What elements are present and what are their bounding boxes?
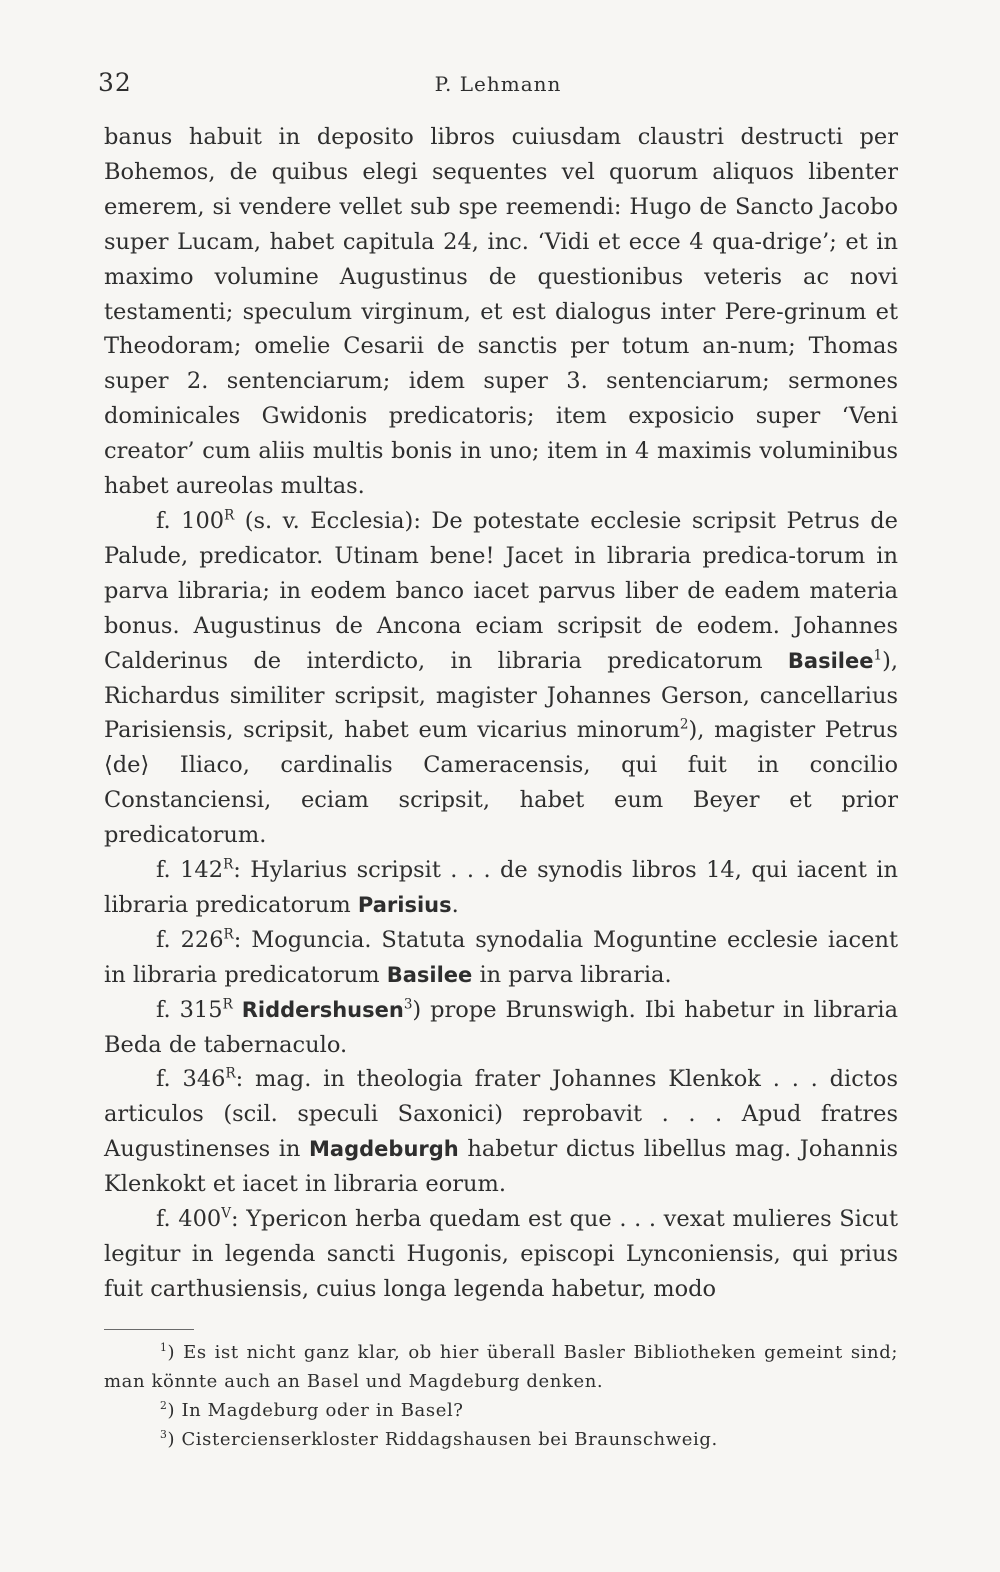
text-run: f. 100 bbox=[156, 507, 225, 534]
footnote-mark: 2 bbox=[160, 1399, 168, 1412]
superscript: 1 bbox=[873, 647, 883, 664]
superscript: 3 bbox=[403, 996, 413, 1013]
footnotes bbox=[104, 1338, 898, 1454]
paragraph bbox=[104, 504, 898, 853]
footnote-text: In Magdeburg oder in Basel? bbox=[181, 1400, 464, 1421]
body-text bbox=[104, 120, 898, 1307]
text-run: ), magister Petrus ⟨de⟩ Iliaco, cardinalis Cameracensis, qui fuit in concilio Constanciensi, eciam scripsit, habet eum Beyer et prior predicatorum. bbox=[104, 717, 898, 849]
text-run: : Ypericon herba quedam est que . . . vexat mulieres Sicut legitur in legenda sancti Hugonis, episcopi Lynconiensis, qui prius fuit carthusiensis, cuius longa legenda habetur, modo bbox=[104, 1206, 898, 1302]
paragraph bbox=[104, 1062, 898, 1202]
running-head: P. Lehmann bbox=[434, 72, 562, 96]
superscript: R bbox=[223, 926, 234, 943]
paragraph bbox=[104, 853, 898, 923]
page-number: 32 bbox=[98, 68, 132, 97]
page-header bbox=[98, 68, 898, 104]
text-run: habetur dictus libellus mag. Johannis Klenkokt et iacet in libraria eorum. bbox=[104, 1136, 898, 1198]
text-run: f. 142 bbox=[156, 857, 224, 884]
text-run: : mag. in theologia frater Johannes Klenkok . . . dictos articulos (scil. speculi Saxonici) reprobavit . . . Apud fratres Augustinenses in bbox=[104, 1066, 898, 1163]
text-run: : Hylarius scripsit . . . de synodis libros 14, qui iacent in libraria predicatorum bbox=[104, 857, 898, 918]
text-run bbox=[233, 997, 242, 1023]
place-name: Basilee bbox=[787, 648, 874, 673]
text-run: f. 226 bbox=[156, 926, 224, 953]
footnote-mark: 3 bbox=[160, 1428, 168, 1441]
paragraph bbox=[104, 120, 898, 504]
place-name: Riddershusen bbox=[241, 997, 404, 1022]
superscript: R bbox=[223, 856, 234, 873]
footnote: $^3$) Cistercienserkloster Riddagshausen bei Braunschweig. bbox=[160, 1428, 718, 1450]
paragraph bbox=[104, 923, 898, 993]
paragraph bbox=[104, 1202, 898, 1307]
text-run: (s. v. Ecclesia): De potestate ecclesie scripsit Petrus de Palude, predicator. Utinam bene! Jacet in libraria predica-torum in parva libraria; in eodem banco iacet parvus liber de eadem materia bonus. Augustinus de Ancona eciam scripsit de eodem. Johannes Calderinus de interdicto, in libraria predicatorum bbox=[104, 507, 898, 674]
text-run: f. 346 bbox=[156, 1066, 226, 1093]
text-run: f. 315 bbox=[156, 996, 223, 1023]
place-name: Basilee bbox=[386, 962, 473, 987]
footnote-mark: 1 bbox=[160, 1341, 168, 1354]
text-run: f. 400 bbox=[156, 1206, 222, 1233]
text-run: . bbox=[451, 891, 459, 918]
text-run: in parva libraria. bbox=[472, 961, 672, 988]
footnote: $^2$) In Magdeburg oder in Basel? bbox=[160, 1399, 464, 1421]
footnote-rule bbox=[104, 1329, 194, 1330]
superscript: V bbox=[221, 1205, 231, 1222]
superscript: R bbox=[224, 507, 235, 524]
superscript: R bbox=[222, 996, 233, 1013]
footnote: $^1$) Es ist nicht ganz klar, ob hier überall Basler Bibliotheken gemeint sind; man könnte auch an Basel und Magdeburg denken. bbox=[104, 1341, 898, 1392]
text-run: : Moguncia. Statuta synodalia Moguntine ecclesie iacent in libraria predicatorum bbox=[104, 926, 898, 988]
text-run: banus habuit in deposito libros cuiusdam claustri destructi per Bohemos, de quibus elegi sequentes vel quorum aliquos libenter emerem, si vendere vellet sub spe reemendi: Hugo de Sancto Jacobo super Lucam, habet capitula 24, inc. ‘Vidi et ecce 4 qua-drige’; et in maximo volumine Augustinus de questionibus veteris ac novi testamenti; speculum virginum, et est dialogus inter Pere-grinum et Theodoram; omelie Cesarii de sanctis per totum an-num; Thomas super 2. sentenciarum; idem super 3. sentenciarum; sermones dominicales Gwidonis predicatoris; item exposicio super ‘Veni creator’ cum aliis multis bonis in uno; item in 4 maximis voluminibus habet aureolas multas. bbox=[104, 124, 898, 500]
superscript: 2 bbox=[679, 716, 689, 733]
footnote-text: Es ist nicht ganz klar, ob hier überall Basler Bibliotheken gemeint sind; man könnte auch an Basel und Magdeburg denken. bbox=[104, 1342, 898, 1392]
footnote-text: Cistercienserkloster Riddagshausen bei Braunschweig. bbox=[181, 1429, 718, 1450]
superscript: R bbox=[225, 1065, 236, 1082]
paragraph bbox=[104, 993, 898, 1063]
text-run: ) prope Brunswigh. Ibi habetur in libraria Beda de tabernaculo. bbox=[104, 996, 899, 1058]
place-name: Parisius bbox=[357, 892, 452, 917]
text-run: ), Richardus similiter scripsit, magister Johannes Gerson, cancellarius Parisiensis, scripsit, habet eum vicarius minorum bbox=[104, 647, 898, 744]
place-name: Magdeburgh bbox=[309, 1137, 459, 1162]
